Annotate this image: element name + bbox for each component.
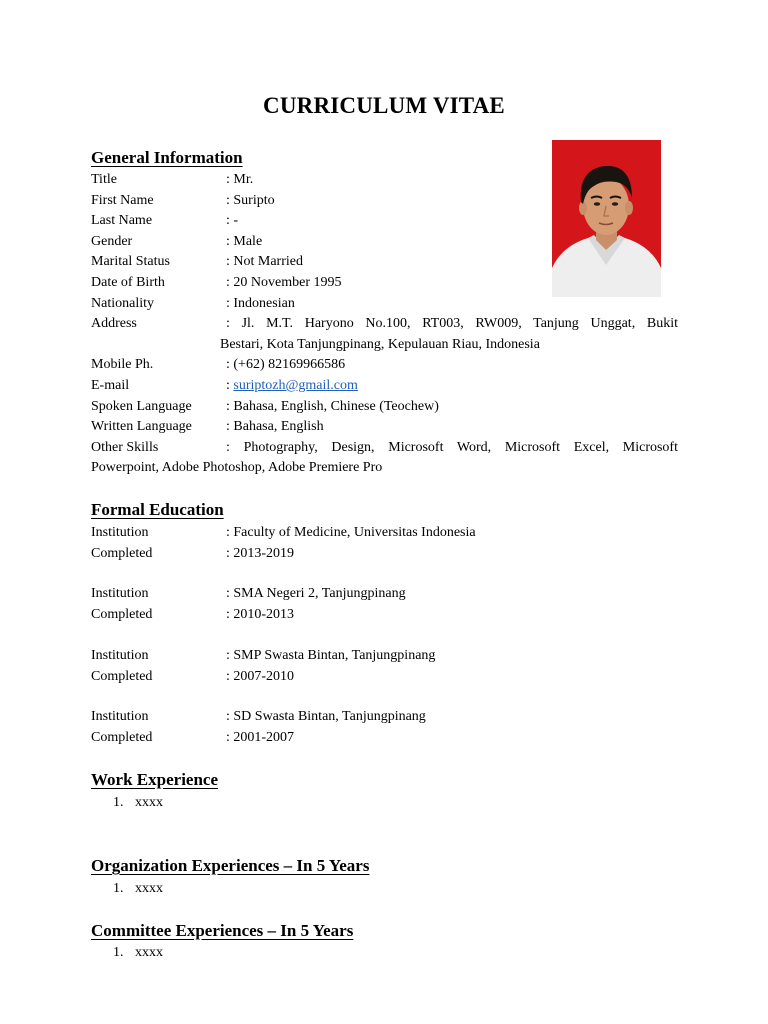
list-item (113, 879, 163, 899)
marital-status-label: Marital Status (91, 254, 170, 270)
formal-education-heading: Formal Education (91, 500, 224, 519)
first-name-label: First Name (91, 192, 154, 208)
completed-label: Completed (91, 729, 153, 745)
list-text: xxxx (135, 881, 163, 896)
address-value-line2: Bestari, Kota Tanjungpinang, Kepulauan Riau, Indonesia (220, 336, 540, 352)
institution-value: : SD Swasta Bintan, Tanjungpinang (226, 709, 426, 724)
other-skills-value-line1: : Photography, Design, Microsoft Word, Microsoft Excel, Microsoft (226, 439, 678, 455)
title-value: : Mr. (226, 172, 254, 187)
spoken-language-label: Spoken Language (91, 398, 192, 414)
mobile-value: : (+62) 82169966586 (226, 357, 346, 373)
document-title: CURRICULUM VITAE (263, 93, 505, 118)
institution-label: Institution (91, 648, 149, 663)
completed-value: : 2010-2013 (226, 606, 295, 622)
address-label: Address (91, 316, 137, 332)
gender-value: : Male (226, 233, 263, 249)
person-portrait-icon (552, 140, 661, 297)
last-name-label: Last Name (91, 213, 153, 229)
list-item (113, 793, 163, 813)
list-number: 1. (113, 945, 124, 960)
email-value-wrapper (226, 376, 358, 397)
nationality-value: : Indonesian (226, 295, 295, 311)
completed-value: : 2007-2010 (226, 668, 295, 684)
list-number: 1. (113, 881, 124, 896)
institution-label: Institution (91, 709, 149, 724)
written-language-label: Written Language (91, 419, 192, 435)
spoken-language-value: : Bahasa, English, Chinese (Teochew) (226, 398, 439, 414)
email-prefix: : (226, 378, 234, 393)
completed-label: Completed (91, 606, 153, 622)
marital-status-value: : Not Married (226, 254, 303, 270)
address-value-line1: : Jl. M.T. Haryono No.100, RT003, RW009, Tanjung Unggat, Bukit (226, 316, 678, 332)
other-skills-label: Other Skills (91, 439, 159, 455)
institution-value: : SMA Negeri 2, Tanjungpinang (226, 586, 406, 601)
email-label: E-mail (91, 378, 130, 393)
date-of-birth-label: Date of Birth (91, 275, 165, 290)
written-language-value: : Bahasa, English (226, 419, 324, 435)
email-link[interactable]: suriptozh@gmail.com (233, 378, 358, 393)
work-experience-heading: Work Experience (91, 770, 219, 789)
completed-label: Completed (91, 668, 153, 684)
nationality-label: Nationality (91, 295, 154, 311)
title-label: Title (91, 172, 117, 187)
other-skills-value-line2: Powerpoint, Adobe Photoshop, Adobe Premiere Pro (91, 460, 383, 476)
mobile-label: Mobile Ph. (91, 357, 154, 373)
date-of-birth-value: : 20 November 1995 (226, 275, 342, 290)
gender-label: Gender (91, 233, 133, 249)
list-item (113, 943, 163, 963)
institution-value: : SMP Swasta Bintan, Tanjungpinang (226, 648, 436, 663)
committee-experiences-heading: Committee Experiences – In 5 Years (91, 921, 354, 940)
institution-value: : Faculty of Medicine, Universitas Indonesia (226, 525, 476, 540)
list-number: 1. (113, 795, 124, 810)
general-information-heading: General Information (91, 148, 243, 167)
last-name-value: : - (226, 213, 239, 229)
address-row (91, 314, 678, 355)
list-text: xxxx (135, 795, 163, 810)
profile-photo (552, 140, 661, 297)
completed-label: Completed (91, 545, 153, 561)
completed-value: : 2013-2019 (226, 545, 295, 561)
institution-label: Institution (91, 525, 149, 540)
first-name-value: : Suripto (226, 192, 275, 208)
institution-label: Institution (91, 586, 149, 601)
list-text: xxxx (135, 945, 163, 960)
other-skills-row (91, 438, 678, 479)
organization-experiences-heading: Organization Experiences – In 5 Years (91, 856, 370, 875)
completed-value: : 2001-2007 (226, 729, 295, 745)
